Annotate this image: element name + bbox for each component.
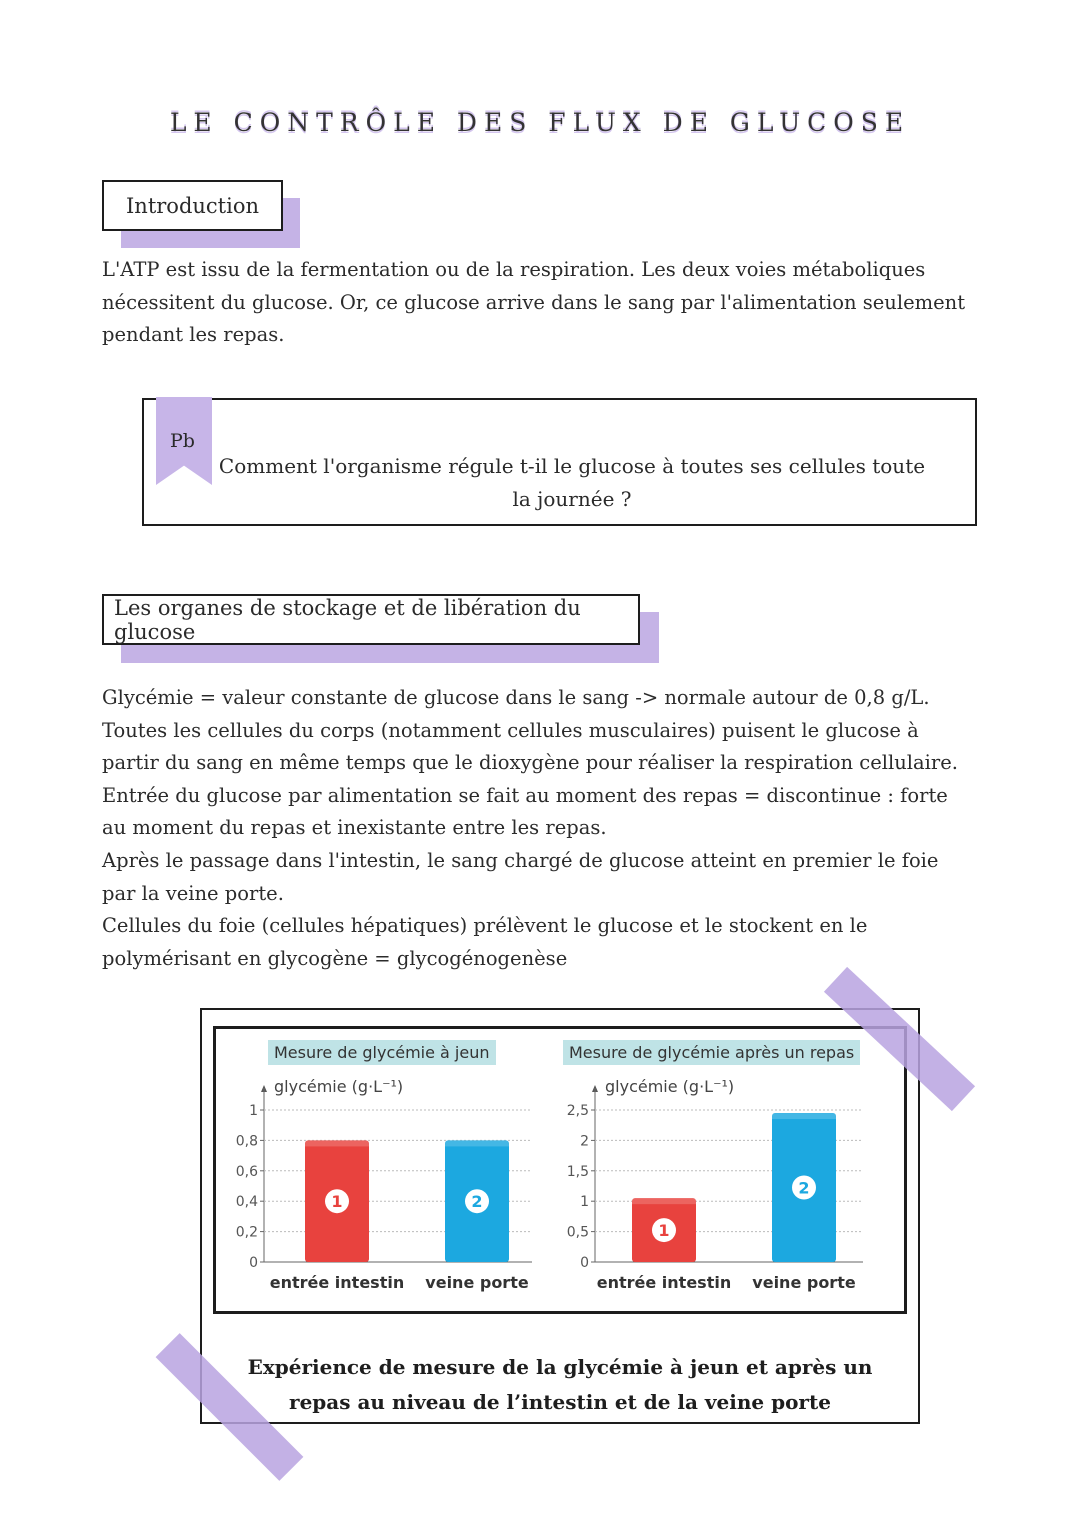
y-tick-label: 1 [249, 1103, 258, 1119]
chart-after-meal [545, 1036, 885, 1306]
bar-marker-label: 1 [658, 1221, 670, 1241]
y-axis-label: glycémie (g·L⁻¹) [274, 1077, 404, 1096]
problem-label: Pb [170, 430, 195, 452]
y-tick-label: 0,5 [566, 1224, 589, 1241]
section-line: Entrée du glucose par alimentation se fait au moment des repas = discontinue : forte au moment du repas et inexistante entre les repas. [102, 783, 948, 840]
intro-text: L'ATP est issu de la fermentation ou de la respiration. Les deux voies métaboliques nécessitent du glucose. Or, ce glucose arrive dans le sang par l'alimentation seulement pendant les repas. [102, 258, 966, 347]
x-category-label: veine porte [425, 1273, 529, 1292]
y-tick-label: 1 [580, 1194, 589, 1211]
x-category-label: veine porte [752, 1273, 856, 1292]
bar-highlight [632, 1198, 696, 1204]
page-title: LE CONTRÔLE DES FLUX DE GLUCOSE [169, 108, 911, 137]
x-category-label: entrée intestin [269, 1273, 405, 1292]
y-tick-label: 0,6 [235, 1163, 258, 1180]
intro-paragraph [102, 254, 972, 352]
bar-marker-label: 1 [331, 1192, 343, 1212]
section-line: Cellules du foie (cellules hépatiques) prélèvent le glucose et le stockent en le polymérisant en glycogène = glycogénogenèse [102, 914, 868, 970]
problem-question: Comment l'organisme régule t-il le glucose à toutes ses cellules toute la journée ? [218, 454, 926, 511]
bar-marker-label: 2 [798, 1178, 810, 1198]
section-line: Après le passage dans l'intestin, le sang chargé de glucose atteint en premier le foie par la veine porte. [102, 848, 939, 905]
y-tick-label: 0 [580, 1255, 589, 1271]
intro-heading-box [102, 180, 283, 231]
y-tick-label: 0,2 [235, 1224, 258, 1241]
y-tick-label: 0 [249, 1255, 258, 1271]
y-axis-label: glycémie (g·L⁻¹) [605, 1077, 735, 1096]
y-tick-label: 2 [580, 1133, 589, 1150]
section-heading: Les organes de stockage et de libération du glucose [114, 595, 581, 644]
bar-marker-label: 2 [471, 1192, 483, 1212]
x-category-label: entrée intestin [596, 1273, 732, 1292]
section-line: Toutes les cellules du corps (notamment cellules musculaires) puisent le glucose à partir du sang en même temps que le dioxygène pour réaliser la respiration cellulaire. [102, 718, 958, 775]
y-tick-label: 1,5 [566, 1163, 589, 1180]
y-tick-label: 0,8 [235, 1133, 258, 1150]
section-line: Glycémie = valeur constante de glucose dans le sang -> normale autour de 0,8 g/L. [102, 686, 930, 709]
figure-caption: Expérience de mesure de la glycémie à jeun et après un repas au niveau de l’intestin et de la veine porte [247, 1355, 873, 1414]
chart-after-meal-title: Mesure de glycémie après un repas [563, 1040, 860, 1065]
section-paragraph [102, 682, 972, 975]
chart-fasting [218, 1036, 548, 1306]
chart-fasting-title: Mesure de glycémie à jeun [268, 1040, 496, 1065]
y-tick-label: 2,5 [566, 1103, 589, 1119]
chart-fasting-svg [218, 1036, 548, 1306]
chart-after-meal-svg [545, 1036, 885, 1306]
y-tick-label: 0,4 [235, 1194, 258, 1211]
section-heading-box [102, 594, 640, 645]
bar-highlight [305, 1140, 369, 1146]
bar-highlight [772, 1113, 836, 1119]
bar-highlight [445, 1140, 509, 1146]
intro-heading: Introduction [126, 193, 259, 218]
